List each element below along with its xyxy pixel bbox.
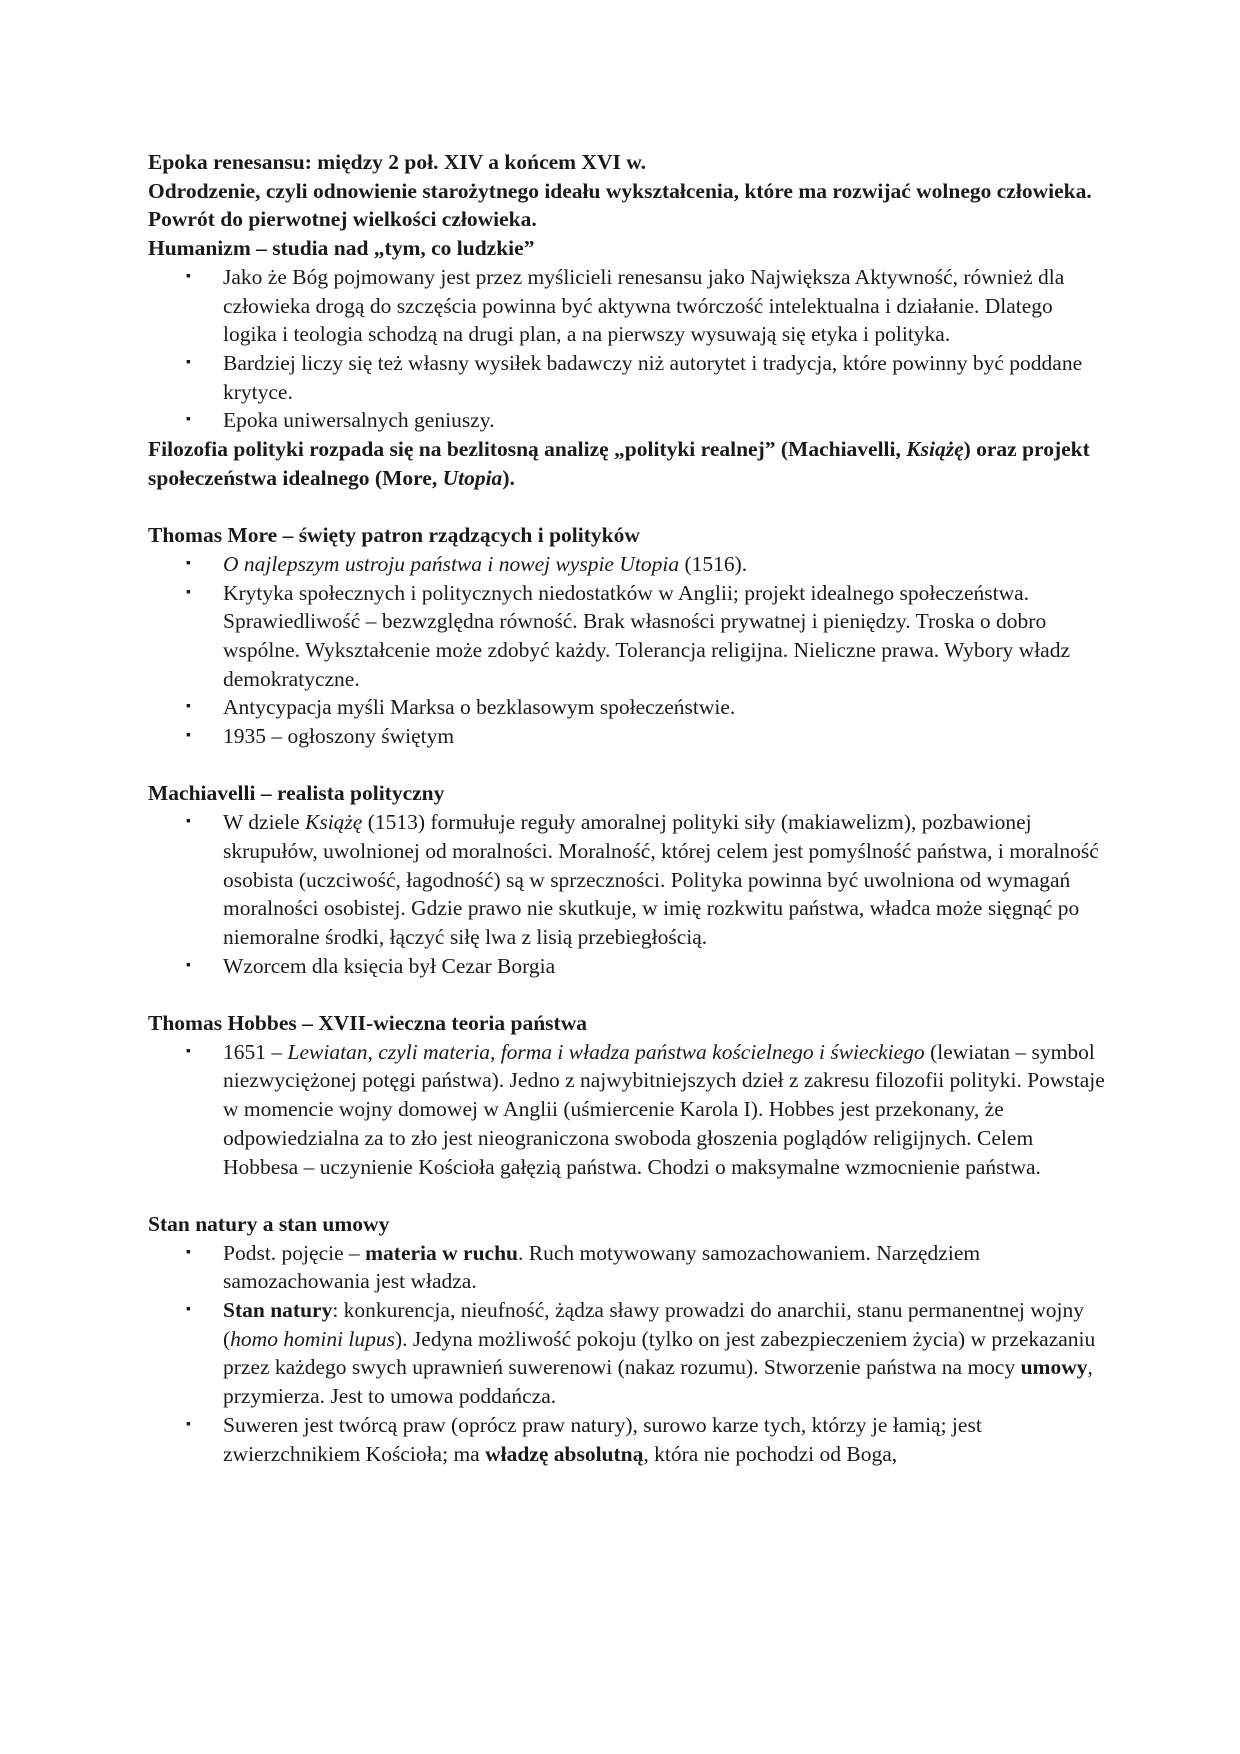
philosophy-title-prince: Książę <box>906 437 964 462</box>
machiavelli-list <box>148 808 1110 980</box>
list-item: ▪ Bardziej liczy się też własny wysiłek badawczy niż autorytet i tradycja, które powinny być poddane krytyce. <box>148 349 1110 406</box>
list-item <box>148 1296 1110 1411</box>
hobbes-list <box>148 1038 1110 1182</box>
humanism-list <box>148 263 1110 435</box>
list-item <box>148 1038 1110 1182</box>
more-list <box>148 550 1110 751</box>
state-heading: Stan natury a stan umowy <box>148 1211 390 1236</box>
text: Podst. pojęcie – <box>223 1240 366 1265</box>
text: (lewiatan – symbol niezwyciężonej potęgi państwa). Jedno z najwybitniejszych dzieł z zakresu filozofii polityki. Powstaje w momencie wojny domowej w Anglii (uśmiercenie Karola I). Hobbes jest przekonany, że odpowiedzialna za to zło jest nieograniczona swoboda głoszenia poglądów religijnych. Celem Hobbesa – uczynienie Kościoła gałęzią państwa. Chodzi o maksymalne wzmocnienie państwa. <box>223 1039 1105 1179</box>
utopia-year: (1516). <box>679 551 748 576</box>
text: 1651 – <box>223 1039 288 1064</box>
philosophy-heading <box>148 435 1110 492</box>
more-heading: Thomas More – święty patron rządzących i polityków <box>148 523 640 548</box>
text: : konkurencja, nieufność, żądza sławy prowadzi do anarchii, stanu permanentnej wojny ( <box>223 1298 1084 1351</box>
spacer <box>148 492 1110 521</box>
rebirth-heading: Odrodzenie, czyli odnowienie starożytnego ideału wykształcenia, które ma rozwijać wolnego człowieka. Powrót do pierwotnej wielkości człowieka. <box>148 178 1092 232</box>
bold-term: materia w ruchu <box>365 1240 518 1265</box>
bold-term: Stan natury <box>223 1298 333 1323</box>
text: W dziele <box>223 810 305 835</box>
list-item <box>148 808 1110 952</box>
list-item: ▪ Antycypacja myśli Marksa o bezklasowym społeczeństwie. <box>148 693 1110 722</box>
list-item <box>148 1411 1110 1468</box>
text: Suweren jest twórcą praw (oprócz praw natury), surowo karze tych, którzy je łamią; jest zwierzchnikiem Kościoła; ma <box>223 1412 982 1466</box>
text: . Ruch motywowany samozachowaniem. Narzędziem samozachowania jest władza. <box>223 1240 981 1294</box>
list-item: ▪ Krytyka społecznych i politycznych niedostatków w Anglii; projekt idealnego społeczeństwa. Sprawiedliwość – bezwzględna równość. Brak własności prywatnej i pieniędzy. Troska o dobro wspólne. Wykształcenie może zdobyć każdy. Tolerancja religijna. Nieliczne prawa. Wybory władz demokratyczne. <box>148 579 1110 694</box>
list-item <box>148 1239 1110 1296</box>
text: (1513) formułuje reguły amoralnej polityki siły (makiawelizm), pozbawionej skrupułów, uwolnionej od moralności. Moralność, której celem jest pomyślność państwa, i moralność osobista (uczciwość, łagodność) są w sprzeczności. Polityka powinna być uwolniona od wymagań moralności osobistej. Gdzie prawo nie skutkuje, w imię rozkwitu państwa, władca może sięgnąć po niemoralne środki, łączyć siłę lwa z lisią przebiegłością. <box>223 810 1099 949</box>
list-item: ▪ Jako że Bóg pojmowany jest przez myślicieli renesansu jako Największa Aktywność, również dla człowieka drogą do szczęścia powinna być aktywna twórczość intelektualna i działanie. Dlatego logika i teologia schodzą na drugi plan, a na pierwszy wysuwają się etyka i polityka. <box>148 263 1110 349</box>
latin-phrase: homo homini lupus <box>230 1326 396 1351</box>
philosophy-text-e: ). <box>502 465 515 490</box>
leviathan-title: Lewiatan, czyli materia, forma i władza państwa kościelnego i świeckiego <box>287 1039 925 1064</box>
spacer <box>148 1181 1110 1210</box>
list-item: ▪ Epoka uniwersalnych geniuszy. <box>148 406 1110 435</box>
philosophy-text-c: ) oraz projekt społeczeństwa idealnego (More, <box>148 437 1090 490</box>
bold-term: władzę absolutną <box>485 1441 644 1466</box>
text: ). Jedyna możliwość pokoju (tylko on jest zabezpieczeniem życia) w przekazaniu przez każdego swych uprawnień suwerenowi (nakaz rozumu). Stworzenie państwa na mocy <box>223 1326 1096 1380</box>
humanism-heading: Humanizm – studia nad „tym, co ludzkie” <box>148 236 535 261</box>
philosophy-text-a: Filozofia polityki rozpada się na bezlitosną analizę „polityki realnej” (Machiavelli, <box>148 437 907 462</box>
machiavelli-heading: Machiavelli – realista polityczny <box>148 781 445 806</box>
text: , która nie pochodzi od Boga, <box>643 1441 898 1466</box>
text: , przymierza. Jest to umowa poddańcza. <box>223 1355 1093 1409</box>
list-item <box>148 550 1110 579</box>
philosophy-title-utopia: Utopia <box>442 465 503 490</box>
epoch-heading: Epoka renesansu: między 2 poł. XIV a końcem XVI w. <box>148 150 646 174</box>
state-list <box>148 1239 1110 1469</box>
bold-term: umowy <box>1020 1355 1088 1380</box>
list-item: ▪ Wzorcem dla księcia był Cezar Borgia <box>148 952 1110 981</box>
hobbes-heading: Thomas Hobbes – XVII-wieczna teoria państwa <box>148 1011 587 1036</box>
spacer <box>148 980 1110 1009</box>
spacer <box>148 751 1110 780</box>
list-item: ▪ 1935 – ogłoszony świętym <box>148 722 1110 751</box>
prince-title: Książę <box>304 810 363 835</box>
utopia-title: O najlepszym ustroju państwa i nowej wyspie Utopia <box>223 551 680 576</box>
